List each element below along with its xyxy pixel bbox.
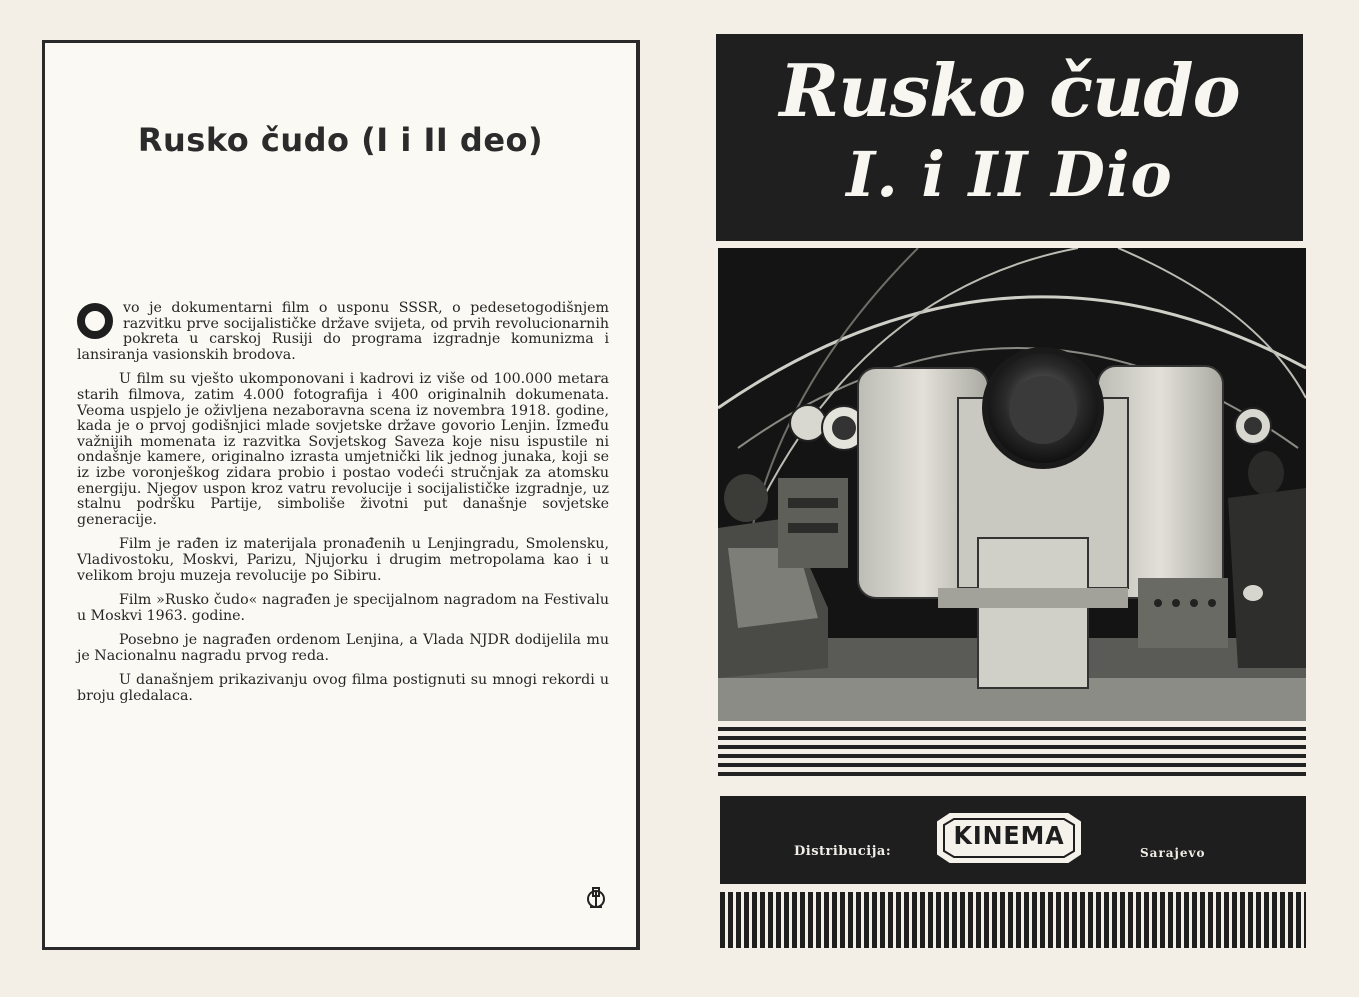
- paragraph-2: U film su vješto ukomponovani i kadrovi iz više od 100.000 metara starih filmova, zatim 4.000 fotografija i 400 originalnih dokumenata. Veoma uspjelo je oživljena nezaboravna scena iz novembra 1918. godine, kada je o prvoj godišnjici mlade sovjetske države govorio Lenjin. Između važnijih momenata iz razvitka Sovjetskog Saveza koje nisu ispustile ni ondašnje kamere, originalno izrasta umjetnički lik jednog junaka, koji se iz izbe voronješkog zidara probio i postao vodeći stručnjak za atomsku energiju. Njegov uspon kroz vatru revolucije i socijalističke izgradnje, uz stalnu podršku Partije, simboliše životni put današnje sovjetske generacije.: [77, 371, 609, 528]
- stripe-line: [718, 745, 1306, 749]
- barcode-bar: [1224, 892, 1229, 948]
- publisher-mark-icon: [585, 886, 607, 910]
- decorative-barcode: [720, 892, 1306, 948]
- barcode-bar: [1000, 892, 1005, 948]
- barcode-bar: [976, 892, 981, 948]
- barcode-bar: [1168, 892, 1173, 948]
- barcode-bar: [784, 892, 789, 948]
- barcode-bar: [1184, 892, 1189, 948]
- barcode-bar: [864, 892, 869, 948]
- barcode-bar: [1152, 892, 1157, 948]
- barcode-bar: [1008, 892, 1013, 948]
- barcode-bar: [1072, 892, 1077, 948]
- paragraph-3: Film je rađen iz materijala pronađenih u Lenjingradu, Smolensku, Vladivostoku, Moskvi, Parizu, Njujorku i drugim metropolama kao i u velikom broju muzeja revolucije po Sibiru.: [77, 536, 609, 584]
- barcode-bar: [728, 892, 733, 948]
- paragraph-4: Film »Rusko čudo« nagrađen je specijalnom nagradom na Festivalu u Moskvi 1963. godine.: [77, 592, 609, 624]
- barcode-bar: [816, 892, 821, 948]
- barcode-bar: [1120, 892, 1125, 948]
- barcode-bar: [1080, 892, 1085, 948]
- cover-title-block: [716, 34, 1303, 241]
- barcode-bar: [1304, 892, 1306, 948]
- stripe-line: [718, 772, 1306, 776]
- barcode-bar: [1104, 892, 1109, 948]
- barcode-bar: [1056, 892, 1061, 948]
- stripe-line: [718, 736, 1306, 740]
- barcode-bar: [1160, 892, 1165, 948]
- barcode-bar: [1280, 892, 1285, 948]
- barcode-bar: [1264, 892, 1269, 948]
- kinema-logo-text: KINEMA: [953, 821, 1065, 850]
- barcode-bar: [1040, 892, 1045, 948]
- barcode-bar: [768, 892, 773, 948]
- barcode-bar: [736, 892, 741, 948]
- paragraph-6: U današnjem prikazivanju ovog filma postignuti su mnogi rekordi u broju gledalaca.: [77, 672, 609, 705]
- barcode-bar: [936, 892, 941, 948]
- barcode-bar: [1256, 892, 1261, 948]
- barcode-bar: [1128, 892, 1133, 948]
- barcode-bar: [1048, 892, 1053, 948]
- barcode-bar: [1064, 892, 1069, 948]
- kinema-logo: [932, 808, 1086, 868]
- barcode-bar: [1208, 892, 1213, 948]
- barcode-bar: [1144, 892, 1149, 948]
- barcode-bar: [944, 892, 949, 948]
- barcode-bar: [832, 892, 837, 948]
- paragraph-5: Posebno je nagrađen ordenom Lenjina, a Vlada NJDR dodijelila mu je Nacionalnu nagradu prvog reda.: [77, 632, 609, 664]
- barcode-bar: [968, 892, 973, 948]
- barcode-bar: [888, 892, 893, 948]
- article-title: Rusko čudo (I i II deo): [137, 121, 544, 159]
- left-page-panel: [42, 40, 640, 950]
- barcode-bar: [984, 892, 989, 948]
- barcode-bar: [1192, 892, 1197, 948]
- barcode-bar: [792, 892, 797, 948]
- cover-subtitle: I. i II Dio: [846, 138, 1173, 211]
- barcode-bar: [1024, 892, 1029, 948]
- barcode-bar: [1176, 892, 1181, 948]
- distributor-city: Sarajevo: [1140, 846, 1206, 860]
- barcode-bar: [896, 892, 901, 948]
- stripe-line: [718, 754, 1306, 758]
- barcode-bar: [952, 892, 957, 948]
- barcode-bar: [760, 892, 765, 948]
- barcode-bar: [920, 892, 925, 948]
- barcode-bar: [776, 892, 781, 948]
- barcode-bar: [1136, 892, 1141, 948]
- barcode-bar: [1248, 892, 1253, 948]
- barcode-bar: [848, 892, 853, 948]
- barcode-bar: [840, 892, 845, 948]
- barcode-bar: [1096, 892, 1101, 948]
- barcode-bar: [872, 892, 877, 948]
- distribution-block: [720, 796, 1306, 884]
- barcode-bar: [1088, 892, 1093, 948]
- barcode-bar: [1232, 892, 1237, 948]
- distribution-label: Distribucija:: [794, 844, 892, 859]
- barcode-bar: [880, 892, 885, 948]
- barcode-bar: [1272, 892, 1277, 948]
- barcode-bar: [912, 892, 917, 948]
- barcode-bar: [1288, 892, 1293, 948]
- barcode-bar: [1200, 892, 1205, 948]
- barcode-bar: [1216, 892, 1221, 948]
- barcode-bar: [1112, 892, 1117, 948]
- barcode-bar: [720, 892, 725, 948]
- barcode-bar: [992, 892, 997, 948]
- barcode-bar: [752, 892, 757, 948]
- paragraph-1: [77, 301, 609, 363]
- barcode-bar: [808, 892, 813, 948]
- barcode-bar: [904, 892, 909, 948]
- barcode-bar: [856, 892, 861, 948]
- stripe-line: [718, 727, 1306, 731]
- barcode-bar: [1296, 892, 1301, 948]
- barcode-bar: [960, 892, 965, 948]
- barcode-bar: [928, 892, 933, 948]
- cover-photo-telescope: [718, 248, 1306, 721]
- stripe-line: [718, 763, 1306, 767]
- barcode-bar: [1240, 892, 1245, 948]
- right-page-cover: [716, 34, 1306, 950]
- cover-title: Rusko čudo: [779, 48, 1240, 133]
- barcode-bar: [824, 892, 829, 948]
- barcode-bar: [800, 892, 805, 948]
- dropcap-o-icon: [77, 303, 113, 339]
- paragraph-1-text: vo je dokumentarni film o usponu SSSR, o pedesetogodišnjem razvitku prve socijalističke države svijeta, od prvih revolucionarnih pokreta u carskoj Rusiji do programa izgradnje komunizma i lansiranja vasionskih brodova.: [77, 300, 609, 363]
- barcode-bar: [744, 892, 749, 948]
- barcode-bar: [1032, 892, 1037, 948]
- decorative-stripes: [718, 727, 1306, 783]
- article-body: [77, 301, 609, 714]
- barcode-bar: [1016, 892, 1021, 948]
